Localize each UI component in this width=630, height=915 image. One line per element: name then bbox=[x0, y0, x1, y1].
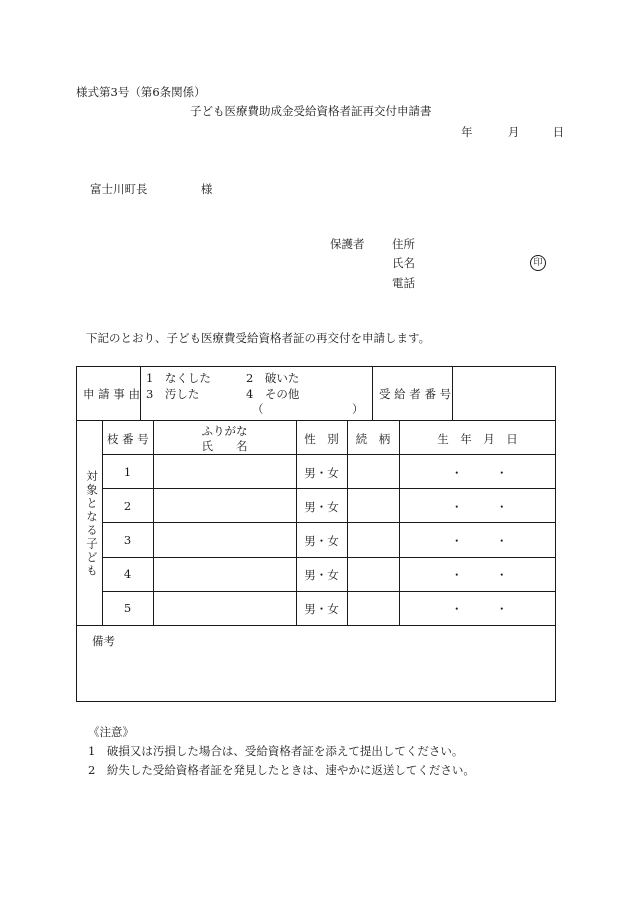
birthdate-dot: ・ bbox=[451, 500, 463, 514]
other-paren-close: ） bbox=[352, 402, 364, 416]
reason-option-other[interactable]: 4 その他 bbox=[246, 387, 300, 401]
header-relation: 続 柄 bbox=[355, 432, 391, 446]
row-number: 5 bbox=[123, 601, 132, 615]
date-day-label: 日 bbox=[552, 125, 565, 139]
seal-mark: 印 bbox=[530, 255, 546, 271]
row-divider bbox=[76, 420, 556, 421]
note-item: 2 紛失した受給資格者証を発見したときは、速やかに返送してください。 bbox=[88, 763, 475, 777]
row-divider bbox=[76, 625, 556, 626]
row-divider bbox=[102, 591, 556, 592]
other-paren-open: （ bbox=[252, 402, 264, 416]
addressee-honorific: 様 bbox=[200, 182, 213, 196]
date-month-label: 月 bbox=[507, 125, 520, 139]
birthdate-dot: ・ bbox=[496, 568, 508, 582]
birthdate-dot: ・ bbox=[451, 602, 463, 616]
col-divider bbox=[399, 420, 400, 625]
row-number: 4 bbox=[123, 567, 132, 581]
birthdate-dot: ・ bbox=[496, 602, 508, 616]
row-number: 3 bbox=[123, 533, 132, 547]
birthdate-dot: ・ bbox=[496, 534, 508, 548]
col-divider bbox=[372, 366, 373, 420]
row-sex[interactable]: 男・女 bbox=[304, 534, 339, 548]
row-divider bbox=[102, 522, 556, 523]
phone-label: 電話 bbox=[392, 276, 415, 290]
reason-option-torn[interactable]: 2 破いた bbox=[246, 371, 300, 385]
reason-option-soiled[interactable]: 3 汚した bbox=[146, 387, 200, 401]
remarks-label: 備考 bbox=[92, 634, 115, 648]
col-divider bbox=[140, 366, 141, 420]
row-divider bbox=[102, 557, 556, 558]
row-sex[interactable]: 男・女 bbox=[304, 568, 339, 582]
col-divider bbox=[296, 420, 297, 625]
recipient-number-label: 受 給 者 番 号 bbox=[379, 387, 452, 401]
header-birthdate: 生 年 月 日 bbox=[437, 432, 518, 446]
addressee bbox=[90, 181, 212, 197]
birthdate-dot: ・ bbox=[496, 466, 508, 480]
row-number: 1 bbox=[123, 465, 132, 479]
birthdate-dot: ・ bbox=[451, 568, 463, 582]
address-label: 住所 bbox=[392, 237, 415, 251]
date-year-label: 年 bbox=[461, 125, 473, 139]
reason-option-lost[interactable]: 1 なくした bbox=[146, 371, 211, 385]
reason-label: 申 請 事 由 bbox=[83, 387, 140, 401]
row-number: 2 bbox=[123, 499, 132, 513]
guardian-label: 保護者 bbox=[330, 237, 365, 251]
notes-heading: 《注意》 bbox=[88, 725, 134, 739]
form-id: 様式第3号（第6条関係） bbox=[76, 85, 206, 99]
children-side-label: 対象となる子ども bbox=[85, 470, 99, 578]
row-divider bbox=[102, 488, 556, 489]
birthdate-dot: ・ bbox=[496, 500, 508, 514]
header-branch-no: 枝 番 号 bbox=[107, 432, 149, 446]
document-title: 子ども医療費助成金受給資格者証再交付申請書 bbox=[190, 104, 432, 118]
row-sex[interactable]: 男・女 bbox=[304, 602, 339, 616]
row-divider bbox=[102, 454, 556, 455]
row-sex[interactable]: 男・女 bbox=[304, 466, 339, 480]
birthdate-dot: ・ bbox=[451, 466, 463, 480]
header-sex: 性 別 bbox=[304, 432, 339, 446]
lead-text: 下記のとおり、子ども医療費受給資格者証の再交付を申請します。 bbox=[86, 331, 431, 345]
row-sex[interactable]: 男・女 bbox=[304, 500, 339, 514]
col-divider bbox=[347, 420, 348, 625]
col-divider bbox=[452, 366, 453, 420]
date-line bbox=[461, 124, 564, 140]
birthdate-dot: ・ bbox=[451, 534, 463, 548]
name-label: 氏名 bbox=[392, 256, 415, 270]
note-item: 1 破損又は汚損した場合は、受給資格者証を添えて提出してください。 bbox=[88, 744, 464, 758]
header-furigana: ふりがな bbox=[201, 424, 248, 438]
addressee-office: 富士川町長 bbox=[90, 182, 148, 196]
col-divider bbox=[102, 420, 103, 625]
header-name: 氏 名 bbox=[201, 439, 248, 453]
